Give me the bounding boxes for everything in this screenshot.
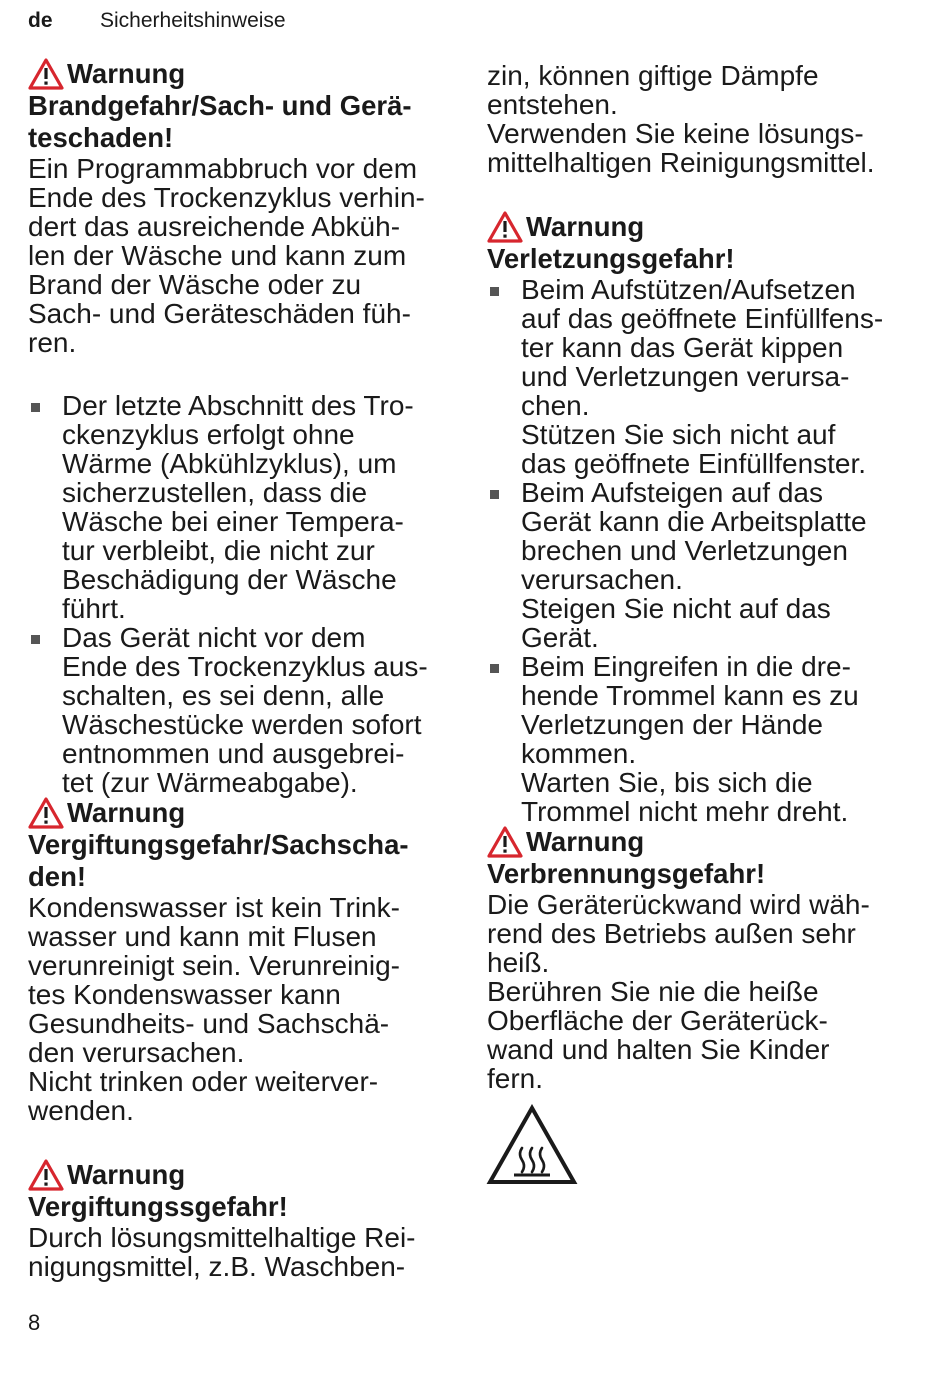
item-line: tur verbleibt, die nicht zur (62, 535, 375, 566)
list-item (28, 623, 448, 797)
body-line: Durch lösungsmittelhaltige Rei- (28, 1222, 416, 1253)
item-line: Wäschestücke werden sofort (62, 709, 422, 740)
page-header (28, 9, 286, 33)
item-line: chen. (521, 390, 590, 421)
body-line: wasser und kann mit Flusen (28, 921, 377, 952)
item-line: Beim Aufsteigen auf das (521, 477, 823, 508)
item-line: Beschädigung der Wäsche (62, 564, 397, 595)
body-line: dert das ausreichende Abküh- (28, 211, 401, 242)
body-line: ren. (28, 327, 77, 358)
body-line: verunreinigt sein. Verunreinig- (28, 950, 400, 981)
item-line: Ende des Trockenzyklus aus- (62, 651, 428, 682)
item-line: Wärme (Abkühlzyklus), um (62, 448, 397, 479)
warning-body (28, 1223, 448, 1281)
item-line: das geöffnete Einfüllfenster. (521, 448, 867, 479)
warning-title-line: Verbrennungsgefahr! (487, 858, 766, 889)
body-line: entstehen. (487, 89, 618, 120)
warning-title-line: Vergiftungssgefahr! (28, 1191, 288, 1222)
list-item (487, 478, 907, 652)
warning-triangle-icon (28, 797, 64, 829)
item-line: Das Gerät nicht vor dem (62, 622, 366, 653)
warning-poisoning-damage (28, 797, 448, 1125)
body-line: nigungsmittel, z.B. Waschben- (28, 1251, 406, 1282)
warning-title-line: Verletzungsgefahr! (487, 243, 735, 274)
language-code: de (28, 9, 53, 32)
item-line: verursachen. (521, 564, 683, 595)
item-line: Trommel nicht mehr dreht. (521, 796, 849, 827)
body-line: fern. (487, 1063, 544, 1094)
warning-poisoning (28, 1159, 448, 1281)
list-item (28, 391, 448, 623)
warning-triangle-icon (487, 211, 523, 243)
body-line: Nicht trinken oder weiterver- (28, 1066, 379, 1097)
warning-heading (487, 211, 907, 275)
item-line: auf das geöffnete Einfüllfens- (521, 303, 884, 334)
body-line: Ein Programmabbruch vor dem (28, 153, 418, 184)
item-line: brechen und Verletzungen (521, 535, 848, 566)
item-line: Stützen Sie sich nicht auf (521, 419, 836, 450)
warning-title-line: den! (28, 861, 87, 892)
item-line: Wäsche bei einer Tempera- (62, 506, 404, 537)
warning-triangle-icon (487, 826, 523, 858)
bullet-square-icon (490, 664, 499, 673)
body-line: Ende des Trockenzyklus verhin- (28, 182, 425, 213)
warning-injury (487, 211, 907, 826)
warning-heading (28, 1159, 448, 1223)
body-line: wand und halten Sie Kinder (487, 1034, 830, 1065)
body-line: Die Geräterückwand wird wäh- (487, 889, 870, 920)
warning-heading (28, 58, 448, 154)
item-line: tet (zur Wärmeabgabe). (62, 767, 358, 798)
warning-label: Warnung (67, 58, 186, 89)
body-line: Sach- und Geräteschäden füh- (28, 298, 411, 329)
item-line: führt. (62, 593, 126, 624)
warning-label: Warnung (526, 211, 645, 242)
body-line: tes Kondenswasser kann (28, 979, 341, 1010)
item-line: Steigen Sie nicht auf das (521, 593, 831, 624)
right-column (487, 61, 907, 1093)
warning-triangle-icon (28, 58, 64, 90)
section-title: Sicherheitshinweise (100, 9, 286, 32)
warning-heading (487, 826, 907, 890)
bullet-square-icon (490, 287, 499, 296)
item-line: schalten, es sei denn, alle (62, 680, 385, 711)
warning-label: Warnung (67, 797, 186, 828)
warning-body (28, 893, 448, 1125)
bullet-list (28, 391, 448, 797)
item-line: kommen. (521, 738, 637, 769)
item-line: Warten Sie, bis sich die (521, 767, 813, 798)
list-item (487, 652, 907, 826)
warning-label: Warnung (67, 1159, 186, 1190)
item-line: ckenzyklus erfolgt ohne (62, 419, 355, 450)
left-column (28, 58, 448, 1281)
item-line: Beim Eingreifen in die dre- (521, 651, 851, 682)
warning-fire-damage (28, 58, 448, 797)
body-line: len der Wäsche und kann zum (28, 240, 407, 271)
warning-body (487, 890, 907, 1093)
item-line: Beim Aufstützen/Aufsetzen (521, 274, 856, 305)
body-line: Gesundheits- und Sachschä- (28, 1008, 390, 1039)
item-line: Der letzte Abschnitt des Tro- (62, 390, 414, 421)
body-line: Berühren Sie nie die heiße (487, 976, 819, 1007)
continued-text (487, 61, 907, 177)
item-line: sicherzustellen, dass die (62, 477, 368, 508)
warning-triangle-icon (28, 1159, 64, 1191)
body-line: zin, können giftige Dämpfe (487, 60, 819, 91)
warning-burn (487, 826, 907, 1093)
bullet-square-icon (31, 403, 40, 412)
item-line: entnommen und ausgebrei- (62, 738, 405, 769)
warning-label: Warnung (526, 826, 645, 857)
page-number: 8 (28, 1310, 41, 1335)
body-line: Kondenswasser ist kein Trink- (28, 892, 400, 923)
bullet-square-icon (31, 635, 40, 644)
bullet-list (487, 275, 907, 826)
item-line: Verletzungen der Hände (521, 709, 823, 740)
body-line: heiß. (487, 947, 550, 978)
warning-body (28, 154, 448, 357)
body-line: wenden. (28, 1095, 134, 1126)
warning-title-line: Brandgefahr/Sach- und Gerä- (28, 90, 412, 121)
list-item (487, 275, 907, 478)
body-line: den verursachen. (28, 1037, 245, 1068)
warning-title-line: teschaden! (28, 122, 174, 153)
warning-heading (28, 797, 448, 893)
body-line: Brand der Wäsche oder zu (28, 269, 362, 300)
body-line: Verwenden Sie keine lösungs- (487, 118, 864, 149)
item-line: hende Trommel kann es zu (521, 680, 859, 711)
item-line: Gerät. (521, 622, 599, 653)
hot-surface-icon (486, 1104, 578, 1186)
item-line: und Verletzungen verursa- (521, 361, 850, 392)
body-line: rend des Betriebs außen sehr (487, 918, 856, 949)
bullet-square-icon (490, 490, 499, 499)
item-line: ter kann das Gerät kippen (521, 332, 844, 363)
body-line: Oberfläche der Geräterück- (487, 1005, 828, 1036)
body-line: mittelhaltigen Reinigungsmittel. (487, 147, 875, 178)
item-line: Gerät kann die Arbeitsplatte (521, 506, 867, 537)
warning-title-line: Vergiftungsgefahr/Sachscha- (28, 829, 409, 860)
